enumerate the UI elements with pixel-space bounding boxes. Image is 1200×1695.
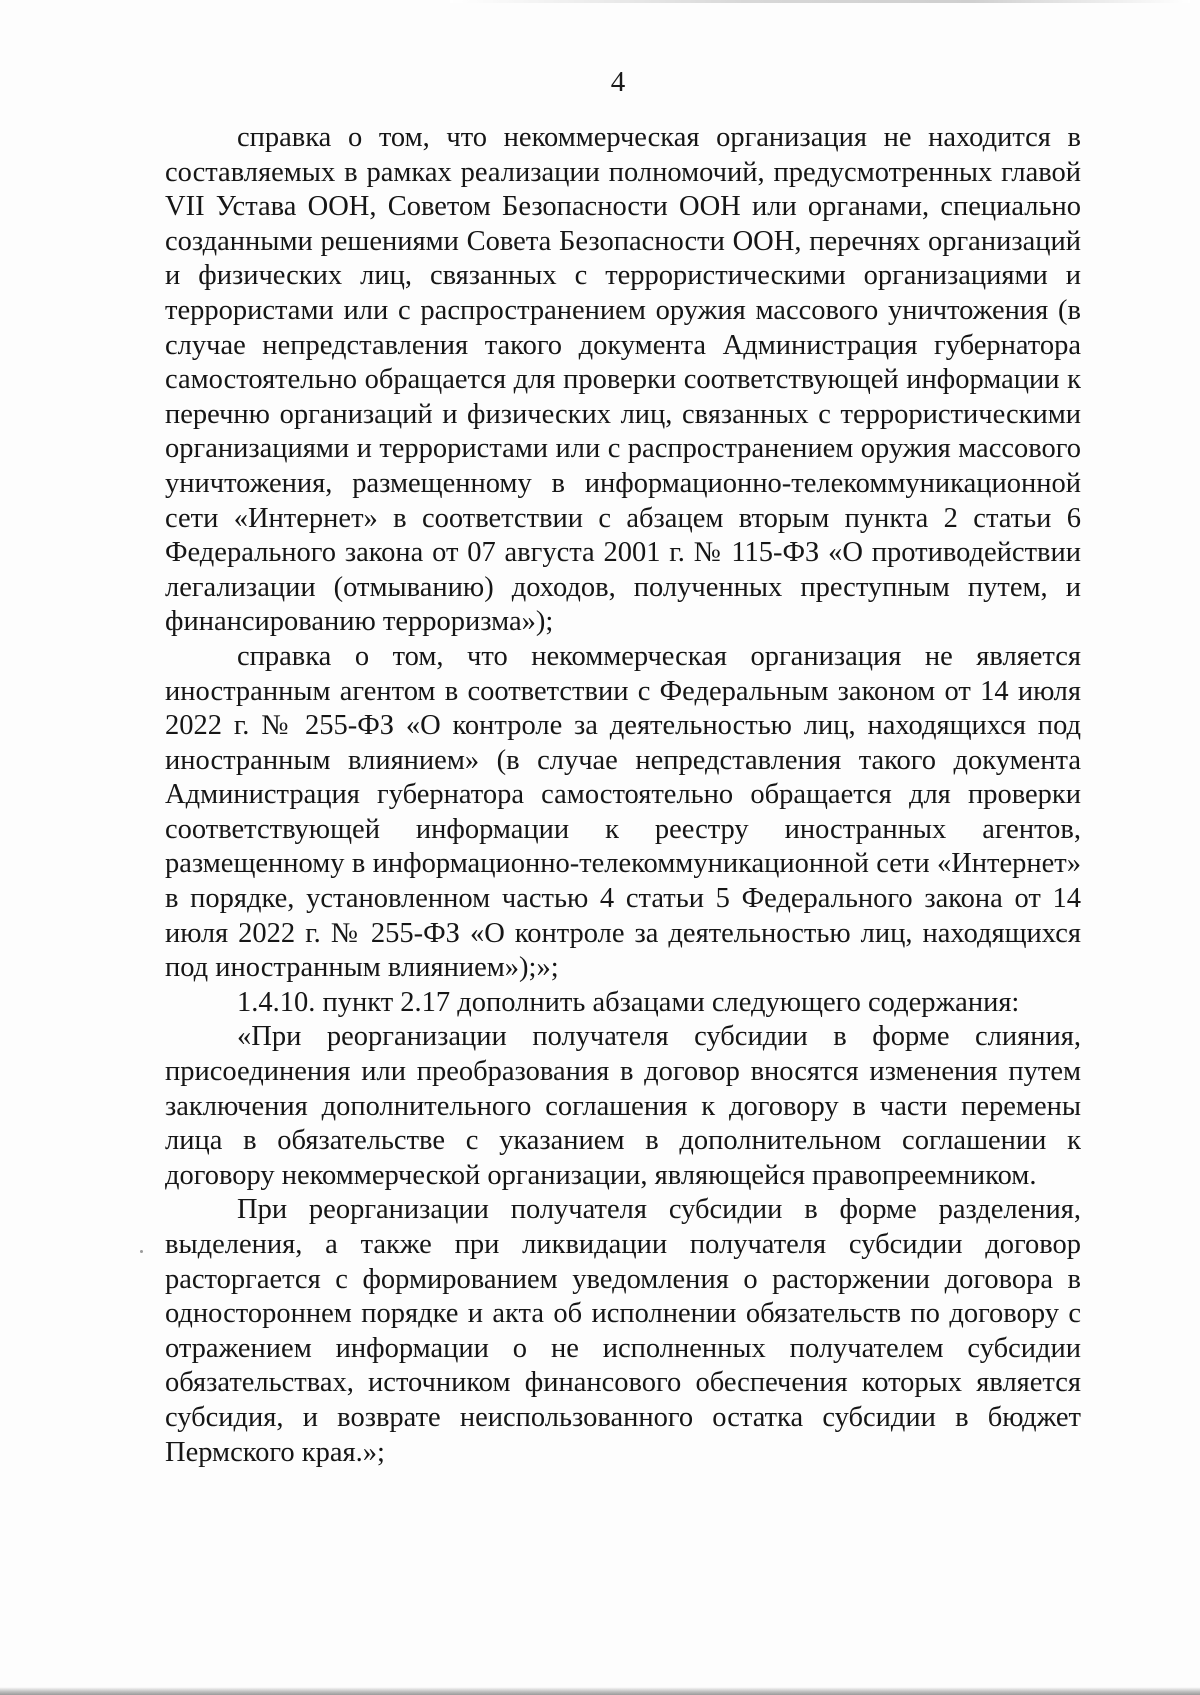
scan-top-edge xyxy=(450,0,1190,3)
document-body xyxy=(165,121,1081,1470)
paragraph-terrorism-certificate: справка о том, что некоммерческая организация не находится в составляемых в рамках реализации полномочий, предусмотренных главой VII Устава ООН, Советом Безопасности ООН или органами, специально созданными решениями Совета Безопасности ООН, перечнях организаций и физических лиц, связанных с террористическими организациями и террористами или с распространением оружия массового уничтожения (в случае непредставления такого документа Администрация губернатора самостоятельно обращается для проверки соответствующей информации к перечню организаций и физических лиц, связанных с террористическими организациями и террористами или с распространением оружия массового уничтожения, размещенному в информационно-телекоммуникационной сети «Интернет» в соответствии с абзацем вторым пункта 2 статьи 6 Федерального закона от 07 августа 2001 г. № 115-ФЗ «О противодействии легализации (отмыванию) доходов, полученных преступным путем, и финансированию терроризма»); xyxy=(165,122,1081,638)
scan-bottom-edge xyxy=(0,1687,1200,1695)
paragraph-reorganization-merger: «При реорганизации получателя субсидии в форме слияния, присоединения или преобразования в договор вносятся изменения путем заключения дополнительного соглашения к договору в части перемены лица в обязательстве с указанием в дополнительном соглашении к договору некоммерческой организации, являющейся правопреемником. xyxy=(165,1021,1081,1191)
page-number: 4 xyxy=(610,66,626,98)
paragraph-foreign-agent-certificate: справка о том, что некоммерческая организация не является иностранным агентом в соответствии с Федеральным законом от 14 июля 2022 г. № 255-ФЗ «О контроле за деятельностью лиц, находящихся под иностранным влиянием» (в случае непредставления такого документа Администрация губернатора самостоятельно обращается для проверки соответствующей информации к реестру иностранных агентов, размещенному в информационно-телекоммуникационной сети «Интернет» в порядке, установленном частью 4 статьи 5 Федерального закона от 14 июля 2022 г. № 255-ФЗ «О контроле за деятельностью лиц, находящихся под иностранным влиянием»);»; xyxy=(165,640,1081,984)
scan-speck xyxy=(140,1250,143,1253)
paragraph-reorganization-division: При реорганизации получателя субсидии в форме разделения, выделения, а также при ликвидации получателя субсидии договор расторгается с формированием уведомления о расторжении договора в одностороннем порядке и акта об исполнении обязательств по договору с отражением информации о не исполненных получателем субсидии обязательствах, источником финансового обеспечения которых является субсидия, и возврате неиспользованного остатка субсидии в бюджет Пермского края.»; xyxy=(165,1194,1081,1468)
paragraph-amendment-clause: 1.4.10. пункт 2.17 дополнить абзацами следующего содержания: xyxy=(237,986,1020,1018)
